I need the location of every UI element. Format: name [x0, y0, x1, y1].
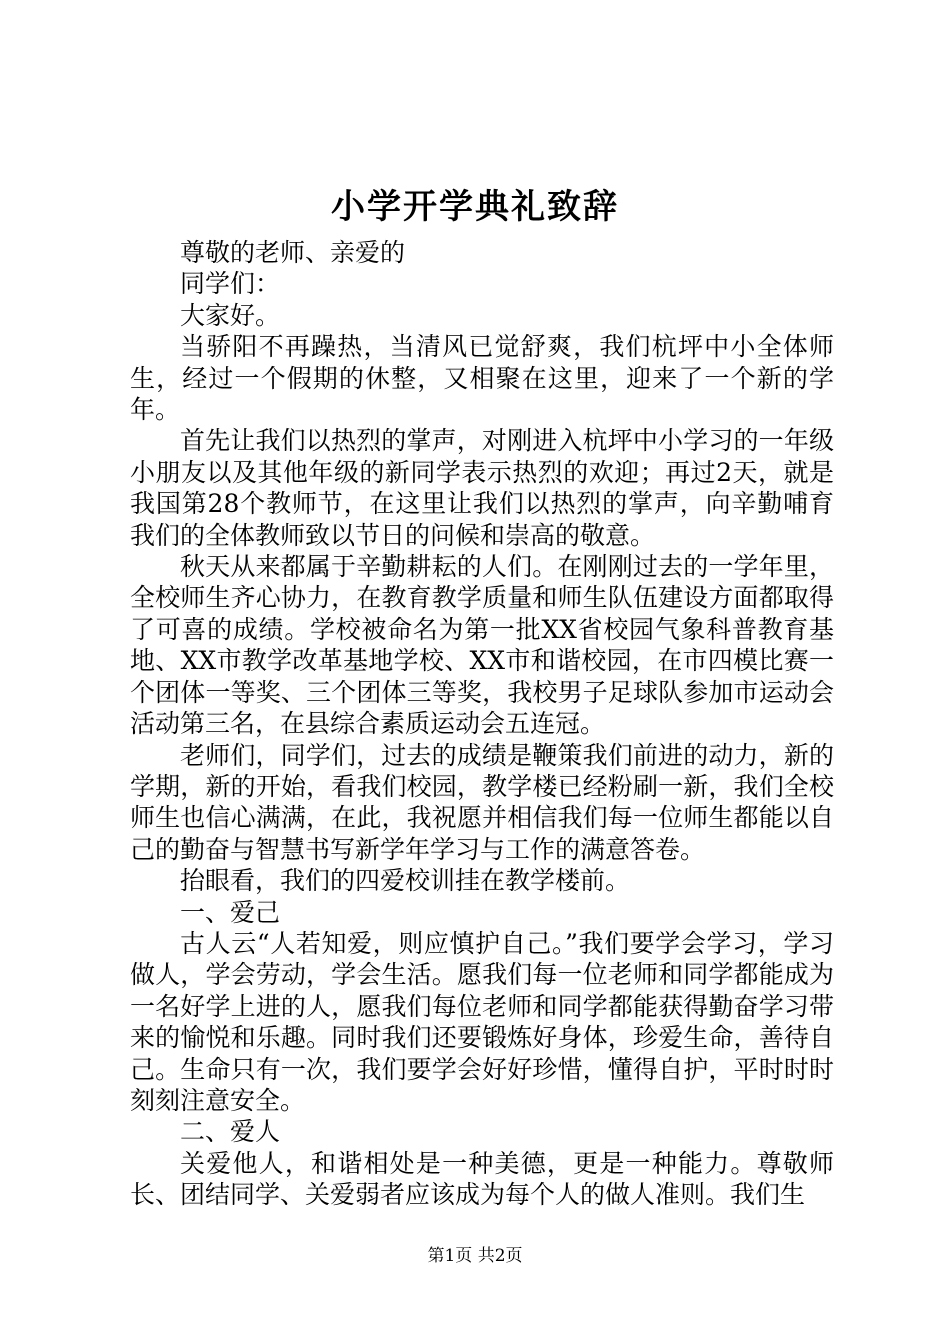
paragraph: 同学们： — [180, 269, 281, 299]
paragraph: 古人云“人若知爱，则应慎护自己。”我们要学会学习，学习做人，学会劳动，学会生活。愿我们每一位老师和同学都能成为一名好学上进的人，愿我们每位老师和同学都能获得勤奋学习带来的愉悦和乐趣。同时我们还要锻炼好身体，珍爱生命，善待自己。生命只有一次，我们要学会好好珍惜，懂得自护，平时时时刻刻注意安全。 — [130, 928, 834, 1115]
page-footer: 第1页 共2页 — [427, 1246, 523, 1266]
paragraph: 秋天从来都属于辛勤耕耘的人们。在刚刚过去的一学年里，全校师生齐心协力，在教育教学质量和师生队伍建设方面都取得了可喜的成绩。学校被命名为第一批XX省校园气象科普教育基地、XX市教学改革基地学校、XX市和谐校园，在市四模比赛一个团体一等奖、三个团体三等奖，我校男子足球队参加市运动会活动第三名，在县综合素质运动会五连冠。 — [130, 552, 834, 739]
document-body — [130, 237, 834, 1211]
document-title: 小学开学典礼致辞 — [331, 187, 619, 227]
paragraph: 抬眼看，我们的四爱校训挂在教学楼前。 — [180, 866, 631, 896]
section-heading: 二、爱人 — [180, 1117, 281, 1147]
paragraph: 关爱他人，和谐相处是一种美德，更是一种能力。尊敬师长、团结同学、关爱弱者应该成为每个人的做人准则。我们生 — [130, 1148, 834, 1210]
paragraph: 尊敬的老师、亲爱的 — [180, 238, 406, 267]
section-heading: 一、爱己 — [180, 897, 281, 927]
paragraph: 当骄阳不再躁热，当清风已觉舒爽，我们杭坪中小全体师生，经过一个假期的休整，又相聚在这里，迎来了一个新的学年。 — [130, 332, 834, 425]
paragraph: 首先让我们以热烈的掌声，对刚进入杭坪中小学习的一年级小朋友以及其他年级的新同学表示热烈的欢迎；再过2天，就是我国第28个教师节，在这里让我们以热烈的掌声，向辛勤哺育我们的全体教师致以节日的问候和崇高的敬意。 — [130, 426, 834, 550]
paragraph: 老师们，同学们，过去的成绩是鞭策我们前进的动力，新的学期，新的开始，看我们校园，教学楼已经粉刷一新，我们全校师生也信心满满，在此，我祝愿并相信我们每一位师生都能以自己的勤奋与智慧书写新学年学习与工作的满意答卷。 — [130, 740, 834, 864]
paragraph: 大家好。 — [180, 300, 281, 330]
